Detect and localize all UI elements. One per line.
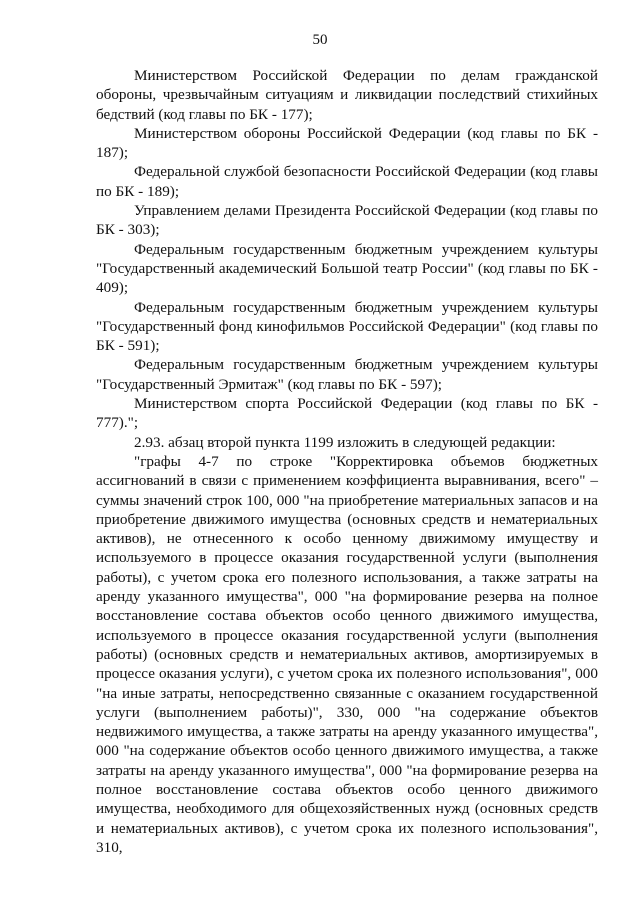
paragraph-fsb: Федеральной службой безопасности Российской Федерации (код главы по БК - 189); [96,163,598,200]
paragraph-upravlenie-delami: Управлением делами Президента Российской Федерации (код главы по БК - 303); [96,202,598,239]
paragraph-ermitazh: Федеральным государственным бюджетным учреждением культуры "Государственный Эрмитаж" (код главы по БК - 597); [96,356,598,393]
paragraph-minsport: Министерством спорта Российской Федерации (код главы по БК - 777)."; [96,395,598,432]
paragraph-grafy-4-7: "графы 4-7 по строке "Корректировка объемов бюджетных ассигнований в связи с применением коэффициента выравнивания, всего" – суммы значений строк 100, 000 "на приобретение материальных запасов и на приобретение движимого имущества (основных средств и нематериальных активов), не отнесенного к особо ценному движимому имуществу и используемого в процессе оказания государственной услуги (выполнения работы), с учетом срока его полезного использования, а также затраты на аренду указанного имущества", 000 "на формирование резерва на полное восстановление состава объектов особо ценного движимого имущества, используемого в процессе оказания государственной услуги (выполнения работы) (основных средств и нематериальных активов, амортизируемых в процессе оказания услуги), с учетом срока их полезного использования", 000 "на иные затраты, непосредственно связанные с оказанием государственной услуги (выполнением работы)", 330, 000 "на содержание объектов недвижимого имущества, а также затраты на аренду указанного имущества", 000 "на содержание объектов особо ценного движимого имущества, а также затраты на аренду указанного имущества", 000 "на формирование резерва на полное восстановление состава объектов особо ценного движимого имущества, необходимого для общехозяйственных нужд (основных средств и нематериальных активов), с учетом срока их полезного использования", 310, [96,452,598,856]
page-number: 50 [312,32,328,48]
document-body [96,66,598,857]
paragraph-minoborony: Министерством обороны Российской Федерации (код главы по БК - 187); [96,124,598,162]
paragraph-item-2-93: 2.93. абзац второй пункта 1199 изложить в следующей редакции: [134,433,556,451]
paragraph-gosfilmofond: Федеральным государственным бюджетным учреждением культуры "Государственный фонд кинофильмов Российской Федерации" (код главы по БК - 591); [96,298,598,355]
paragraph-emchs: Министерством Российской Федерации по делам гражданской обороны, чрезвычайным ситуациям и ликвидации последствий стихийных бедствий (код главы по БК - 177); [96,67,598,123]
paragraph-bolshoi-teatr: Федеральным государственным бюджетным учреждением культуры "Государственный академический Большой театр России" (код главы по БК - 409); [96,240,598,297]
